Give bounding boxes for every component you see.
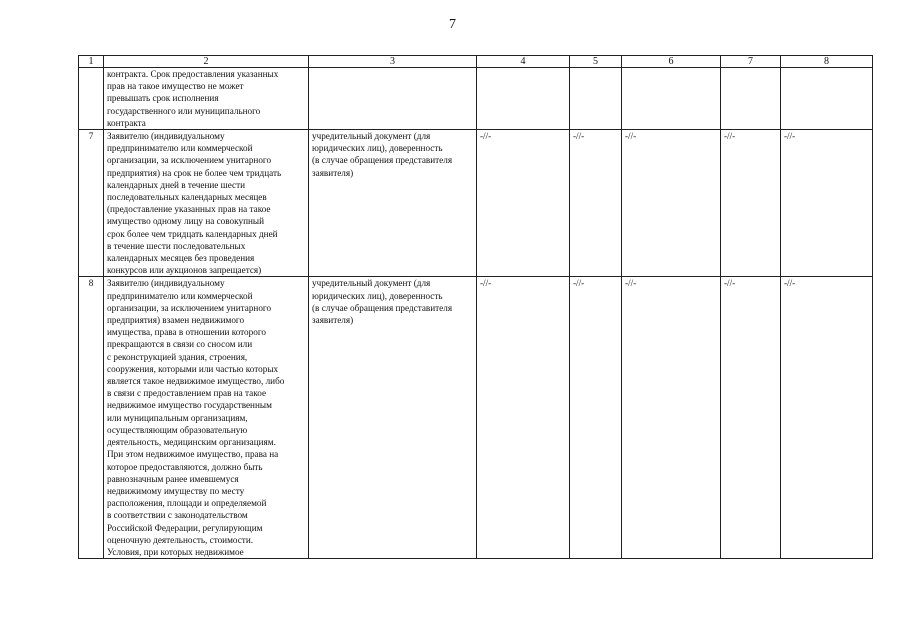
page-number: 7 — [449, 17, 456, 32]
ditto-cell: -//- — [570, 130, 622, 277]
column-header: 2 — [104, 56, 309, 68]
table-cell — [570, 68, 622, 130]
column-header: 8 — [781, 56, 873, 68]
row-number-cell — [79, 68, 104, 130]
ditto-cell: -//- — [781, 277, 873, 559]
document-table — [78, 55, 873, 559]
table-header-row — [79, 56, 873, 68]
column-header: 5 — [570, 56, 622, 68]
row-number-cell: 8 — [79, 277, 104, 559]
table-cell — [477, 68, 570, 130]
table-cell — [622, 68, 721, 130]
ditto-cell: -//- — [570, 277, 622, 559]
column-header: 4 — [477, 56, 570, 68]
grounds-cell: Заявителю (индивидуальному предпринимателю или коммерческой организации, за исключением унитарного предприятия) на срок не более чем тридцать календарных дней в течение шести последовательных календарных месяцев (предоставление указанных прав на такое имущество одному лицу на совокупный срок более чем тридцать календарных дней в течение шести последовательных календарных месяцев без проведения конкурсов или аукционов запрещается) — [104, 130, 309, 277]
table-row — [79, 277, 873, 559]
documents-cell: учредительный документ (для юридических лиц), доверенность (в случае обращения представителя заявителя) — [309, 277, 477, 559]
table-cell — [781, 68, 873, 130]
grounds-cell: контракта. Срок предоставления указанных прав на такое имущество не может превышать срок исполнения государственного или муниципального контракта — [104, 68, 309, 130]
grounds-cell: Заявителю (индивидуальному предпринимателю или коммерческой организации, за исключением унитарного предприятия) взамен недвижимого имущества, права в отношении которого прекращаются в связи со сносом или с реконструкцией здания, строения, сооружения, которыми или частью которых является такое недвижимое имущество, либо в связи с предоставлением прав на такое недвижимое имущество государственным или муниципальным организациям, осуществляющим образовательную деятельность, медицинским организациям. При этом недвижимое имущество, права на которое предоставляются, должно быть равнозначным ранее имевшемуся недвижимому имуществу по месту расположения, площади и определяемой в соответствии с законодательством Российской Федерации, регулирующим оценочную деятельность, стоимости. Условия, при которых недвижимое — [104, 277, 309, 559]
ditto-cell: -//- — [721, 130, 781, 277]
ditto-cell: -//- — [721, 277, 781, 559]
column-header: 6 — [622, 56, 721, 68]
column-header: 7 — [721, 56, 781, 68]
table-row — [79, 130, 873, 277]
ditto-cell: -//- — [477, 130, 570, 277]
ditto-cell: -//- — [477, 277, 570, 559]
ditto-cell: -//- — [622, 277, 721, 559]
ditto-cell: -//- — [622, 130, 721, 277]
table-row — [79, 68, 873, 130]
documents-cell — [309, 68, 477, 130]
column-header: 1 — [79, 56, 104, 68]
column-header: 3 — [309, 56, 477, 68]
ditto-cell: -//- — [781, 130, 873, 277]
documents-cell: учредительный документ (для юридических лиц), доверенность (в случае обращения представителя заявителя) — [309, 130, 477, 277]
table-cell — [721, 68, 781, 130]
row-number-cell: 7 — [79, 130, 104, 277]
